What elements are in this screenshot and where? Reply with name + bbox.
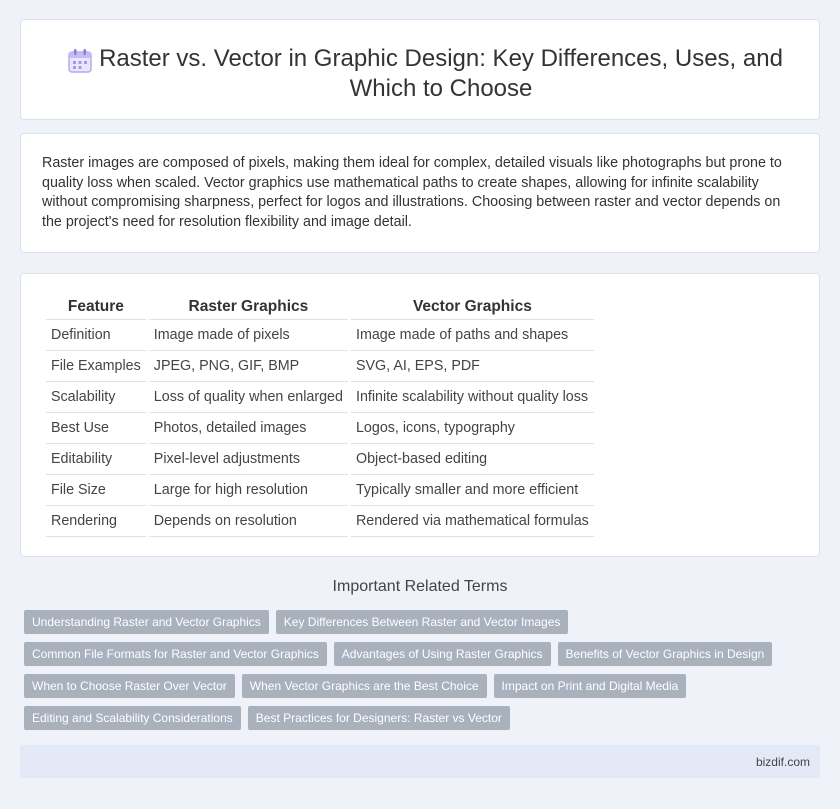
table-cell: File Examples: [46, 351, 146, 382]
related-term-tag[interactable]: Best Practices for Designers: Raster vs Vector: [248, 706, 510, 730]
table-cell: SVG, AI, EPS, PDF: [351, 351, 594, 382]
related-term-tag[interactable]: Benefits of Vector Graphics in Design: [558, 642, 773, 666]
table-cell: File Size: [46, 475, 146, 506]
footer-site-name: bizdif.com: [755, 755, 810, 769]
table-cell: Loss of quality when enlarged: [149, 382, 348, 413]
table-cell: JPEG, PNG, GIF, BMP: [149, 351, 348, 382]
table-cell: Best Use: [46, 413, 146, 444]
column-header-raster: Raster Graphics: [149, 295, 348, 320]
related-term-tag[interactable]: Advantages of Using Raster Graphics: [334, 642, 551, 666]
related-terms-heading: Important Related Terms: [332, 578, 508, 595]
table-cell: Image made of paths and shapes: [351, 320, 594, 351]
related-terms-list: [20, 610, 820, 738]
table-header-row: [46, 295, 594, 320]
tag-row: [20, 610, 820, 634]
comparison-table-card: [20, 273, 820, 557]
column-header-vector: Vector Graphics: [351, 295, 594, 320]
tag-row: [20, 706, 820, 730]
table-row: [46, 351, 594, 382]
footer-bar: [20, 745, 820, 778]
table-cell: Scalability: [46, 382, 146, 413]
table-cell: Photos, detailed images: [149, 413, 348, 444]
intro-card: [20, 133, 820, 253]
table-cell: Editability: [46, 444, 146, 475]
page-title: Raster vs. Vector in Graphic Design: Key Differences, Uses, and Which to Choose: [99, 45, 783, 102]
comparison-table: [43, 295, 597, 537]
table-cell: Object-based editing: [351, 444, 594, 475]
table-cell: Depends on resolution: [149, 506, 348, 537]
related-term-tag[interactable]: Editing and Scalability Considerations: [24, 706, 241, 730]
title-card: [20, 19, 820, 120]
related-term-tag[interactable]: Understanding Raster and Vector Graphics: [24, 610, 269, 634]
table-cell: Rendering: [46, 506, 146, 537]
table-cell: Image made of pixels: [149, 320, 348, 351]
table-cell: Typically smaller and more efficient: [351, 475, 594, 506]
column-header-feature: Feature: [46, 295, 146, 320]
table-cell: Infinite scalability without quality loss: [351, 382, 594, 413]
table-cell: Definition: [46, 320, 146, 351]
table-cell: Large for high resolution: [149, 475, 348, 506]
table-row: [46, 413, 594, 444]
table-cell: Logos, icons, typography: [351, 413, 594, 444]
table-row: [46, 320, 594, 351]
table-cell: Rendered via mathematical formulas: [351, 506, 594, 537]
table-row: [46, 444, 594, 475]
related-term-tag[interactable]: Common File Formats for Raster and Vector Graphics: [24, 642, 327, 666]
table-row: [46, 506, 594, 537]
intro-paragraph: Raster images are composed of pixels, making them ideal for complex, detailed visuals like photographs but prone to quality loss when scaled. Vector graphics use mathematical paths to create shapes, allowing for infinite scalability without compromising sharpness, perfect for logos and illustrations. Choosing between raster and vector depends on the project's need for resolution flexibility and image detail.: [42, 155, 782, 230]
tag-row: [20, 642, 820, 666]
table-cell: Pixel-level adjustments: [149, 444, 348, 475]
related-term-tag[interactable]: When to Choose Raster Over Vector: [24, 674, 235, 698]
related-term-tag[interactable]: Key Differences Between Raster and Vector Images: [276, 610, 569, 634]
table-row: [46, 475, 594, 506]
related-term-tag[interactable]: When Vector Graphics are the Best Choice: [242, 674, 487, 698]
table-row: [46, 382, 594, 413]
tag-row: [20, 674, 820, 698]
related-term-tag[interactable]: Impact on Print and Digital Media: [494, 674, 687, 698]
